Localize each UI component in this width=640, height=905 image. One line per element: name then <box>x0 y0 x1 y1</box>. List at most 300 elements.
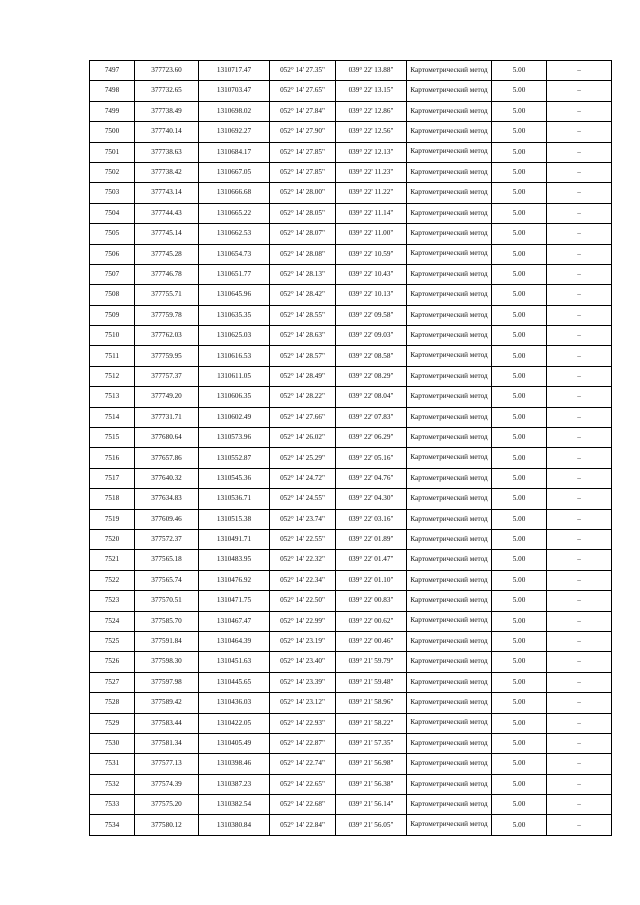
latitude-cell: 052° 14' 28.55" <box>270 305 336 325</box>
x-coordinate-cell: 377572.37 <box>135 529 199 549</box>
y-coordinate-cell: 1310471.75 <box>199 591 270 611</box>
x-coordinate-cell: 377762.03 <box>135 326 199 346</box>
x-coordinate-cell: 377731.71 <box>135 407 199 427</box>
point-number-cell: 7527 <box>90 672 135 692</box>
method-cell: Картометрический метод <box>407 244 492 264</box>
x-coordinate-cell: 377746.78 <box>135 264 199 284</box>
point-number-cell: 7521 <box>90 550 135 570</box>
method-cell: Картометрический метод <box>407 428 492 448</box>
table-row <box>90 285 612 305</box>
table-row <box>90 754 612 774</box>
accuracy-cell: 5.00 <box>492 509 547 529</box>
accuracy-cell: 5.00 <box>492 529 547 549</box>
note-cell: – <box>547 611 612 631</box>
note-cell: – <box>547 468 612 488</box>
x-coordinate-cell: 377657.86 <box>135 448 199 468</box>
point-number-cell: 7523 <box>90 591 135 611</box>
note-cell: – <box>547 774 612 794</box>
longitude-cell: 039° 22' 11.00" <box>336 224 407 244</box>
y-coordinate-cell: 1310651.77 <box>199 264 270 284</box>
longitude-cell: 039° 21' 56.14" <box>336 795 407 815</box>
y-coordinate-cell: 1310616.53 <box>199 346 270 366</box>
x-coordinate-cell: 377723.60 <box>135 61 199 81</box>
accuracy-cell: 5.00 <box>492 489 547 509</box>
latitude-cell: 052° 14' 23.74" <box>270 509 336 529</box>
table-row <box>90 550 612 570</box>
x-coordinate-cell: 377589.42 <box>135 693 199 713</box>
longitude-cell: 039° 22' 12.13" <box>336 142 407 162</box>
point-number-cell: 7533 <box>90 795 135 815</box>
point-number-cell: 7499 <box>90 101 135 121</box>
note-cell: – <box>547 652 612 672</box>
latitude-cell: 052° 14' 27.85" <box>270 162 336 182</box>
y-coordinate-cell: 1310667.05 <box>199 162 270 182</box>
method-cell: Картометрический метод <box>407 652 492 672</box>
longitude-cell: 039° 22' 08.04" <box>336 387 407 407</box>
point-number-cell: 7528 <box>90 693 135 713</box>
y-coordinate-cell: 1310611.05 <box>199 366 270 386</box>
point-number-cell: 7518 <box>90 489 135 509</box>
method-cell: Картометрический метод <box>407 489 492 509</box>
method-cell: Картометрический метод <box>407 162 492 182</box>
latitude-cell: 052° 14' 22.34" <box>270 570 336 590</box>
latitude-cell: 052° 14' 27.35" <box>270 61 336 81</box>
method-cell: Картометрический метод <box>407 774 492 794</box>
x-coordinate-cell: 377738.42 <box>135 162 199 182</box>
table-row <box>90 162 612 182</box>
method-cell: Картометрический метод <box>407 591 492 611</box>
x-coordinate-cell: 377597.98 <box>135 672 199 692</box>
table-row <box>90 122 612 142</box>
x-coordinate-cell: 377634.83 <box>135 489 199 509</box>
latitude-cell: 052° 14' 22.93" <box>270 713 336 733</box>
y-coordinate-cell: 1310698.02 <box>199 101 270 121</box>
y-coordinate-cell: 1310602.49 <box>199 407 270 427</box>
longitude-cell: 039° 22' 00.62" <box>336 611 407 631</box>
point-number-cell: 7504 <box>90 203 135 223</box>
longitude-cell: 039° 22' 10.13" <box>336 285 407 305</box>
latitude-cell: 052° 14' 28.63" <box>270 326 336 346</box>
point-number-cell: 7508 <box>90 285 135 305</box>
x-coordinate-cell: 377591.84 <box>135 631 199 651</box>
accuracy-cell: 5.00 <box>492 224 547 244</box>
latitude-cell: 052° 14' 22.50" <box>270 591 336 611</box>
method-cell: Картометрический метод <box>407 366 492 386</box>
x-coordinate-cell: 377565.18 <box>135 550 199 570</box>
method-cell: Картометрический метод <box>407 326 492 346</box>
note-cell: – <box>547 142 612 162</box>
method-cell: Картометрический метод <box>407 448 492 468</box>
accuracy-cell: 5.00 <box>492 203 547 223</box>
accuracy-cell: 5.00 <box>492 733 547 753</box>
method-cell: Картометрический метод <box>407 61 492 81</box>
table-row <box>90 509 612 529</box>
latitude-cell: 052° 14' 22.68" <box>270 795 336 815</box>
method-cell: Картометрический метод <box>407 570 492 590</box>
table-row <box>90 264 612 284</box>
note-cell: – <box>547 346 612 366</box>
table-row <box>90 142 612 162</box>
x-coordinate-cell: 377565.74 <box>135 570 199 590</box>
x-coordinate-cell: 377574.39 <box>135 774 199 794</box>
longitude-cell: 039° 22' 11.22" <box>336 183 407 203</box>
y-coordinate-cell: 1310422.05 <box>199 713 270 733</box>
method-cell: Картометрический метод <box>407 795 492 815</box>
method-cell: Картометрический метод <box>407 509 492 529</box>
x-coordinate-cell: 377738.49 <box>135 101 199 121</box>
method-cell: Картометрический метод <box>407 387 492 407</box>
longitude-cell: 039° 21' 57.35" <box>336 733 407 753</box>
y-coordinate-cell: 1310645.96 <box>199 285 270 305</box>
point-number-cell: 7500 <box>90 122 135 142</box>
y-coordinate-cell: 1310684.17 <box>199 142 270 162</box>
x-coordinate-cell: 377580.12 <box>135 815 199 835</box>
x-coordinate-cell: 377609.46 <box>135 509 199 529</box>
latitude-cell: 052° 14' 27.90" <box>270 122 336 142</box>
longitude-cell: 039° 22' 05.16" <box>336 448 407 468</box>
table-row <box>90 591 612 611</box>
note-cell: – <box>547 509 612 529</box>
x-coordinate-cell: 377759.95 <box>135 346 199 366</box>
accuracy-cell: 5.00 <box>492 162 547 182</box>
accuracy-cell: 5.00 <box>492 81 547 101</box>
y-coordinate-cell: 1310380.84 <box>199 815 270 835</box>
note-cell: – <box>547 815 612 835</box>
accuracy-cell: 5.00 <box>492 591 547 611</box>
table-row <box>90 101 612 121</box>
latitude-cell: 052° 14' 28.05" <box>270 203 336 223</box>
method-cell: Картометрический метод <box>407 631 492 651</box>
latitude-cell: 052° 14' 27.66" <box>270 407 336 427</box>
longitude-cell: 039° 22' 11.23" <box>336 162 407 182</box>
latitude-cell: 052° 14' 22.87" <box>270 733 336 753</box>
accuracy-cell: 5.00 <box>492 183 547 203</box>
table-row <box>90 570 612 590</box>
latitude-cell: 052° 14' 23.12" <box>270 693 336 713</box>
point-number-cell: 7524 <box>90 611 135 631</box>
table-row <box>90 815 612 835</box>
accuracy-cell: 5.00 <box>492 428 547 448</box>
x-coordinate-cell: 377755.71 <box>135 285 199 305</box>
note-cell: – <box>547 672 612 692</box>
longitude-cell: 039° 22' 00.83" <box>336 591 407 611</box>
point-number-cell: 7530 <box>90 733 135 753</box>
table-row <box>90 611 612 631</box>
accuracy-cell: 5.00 <box>492 61 547 81</box>
longitude-cell: 039° 22' 08.58" <box>336 346 407 366</box>
point-number-cell: 7515 <box>90 428 135 448</box>
longitude-cell: 039° 21' 58.96" <box>336 693 407 713</box>
note-cell: – <box>547 224 612 244</box>
x-coordinate-cell: 377745.28 <box>135 244 199 264</box>
note-cell: – <box>547 305 612 325</box>
longitude-cell: 039° 21' 58.22" <box>336 713 407 733</box>
note-cell: – <box>547 733 612 753</box>
latitude-cell: 052° 14' 23.19" <box>270 631 336 651</box>
y-coordinate-cell: 1310445.65 <box>199 672 270 692</box>
longitude-cell: 039° 22' 10.43" <box>336 264 407 284</box>
note-cell: – <box>547 631 612 651</box>
y-coordinate-cell: 1310491.71 <box>199 529 270 549</box>
x-coordinate-cell: 377581.34 <box>135 733 199 753</box>
point-number-cell: 7507 <box>90 264 135 284</box>
note-cell: – <box>547 489 612 509</box>
x-coordinate-cell: 377732.65 <box>135 81 199 101</box>
latitude-cell: 052° 14' 28.08" <box>270 244 336 264</box>
note-cell: – <box>547 366 612 386</box>
note-cell: – <box>547 529 612 549</box>
x-coordinate-cell: 377640.32 <box>135 468 199 488</box>
latitude-cell: 052° 14' 28.07" <box>270 224 336 244</box>
longitude-cell: 039° 22' 03.16" <box>336 509 407 529</box>
method-cell: Картометрический метод <box>407 611 492 631</box>
accuracy-cell: 5.00 <box>492 244 547 264</box>
note-cell: – <box>547 754 612 774</box>
longitude-cell: 039° 22' 07.83" <box>336 407 407 427</box>
x-coordinate-cell: 377738.63 <box>135 142 199 162</box>
longitude-cell: 039° 22' 12.56" <box>336 122 407 142</box>
x-coordinate-cell: 377680.64 <box>135 428 199 448</box>
point-number-cell: 7517 <box>90 468 135 488</box>
y-coordinate-cell: 1310717.47 <box>199 61 270 81</box>
x-coordinate-cell: 377570.51 <box>135 591 199 611</box>
method-cell: Картометрический метод <box>407 713 492 733</box>
point-number-cell: 7531 <box>90 754 135 774</box>
longitude-cell: 039° 22' 13.15" <box>336 81 407 101</box>
table-row <box>90 733 612 753</box>
method-cell: Картометрический метод <box>407 203 492 223</box>
latitude-cell: 052° 14' 22.84" <box>270 815 336 835</box>
longitude-cell: 039° 22' 09.03" <box>336 326 407 346</box>
point-number-cell: 7498 <box>90 81 135 101</box>
y-coordinate-cell: 1310665.22 <box>199 203 270 223</box>
table-row <box>90 183 612 203</box>
accuracy-cell: 5.00 <box>492 693 547 713</box>
note-cell: – <box>547 183 612 203</box>
accuracy-cell: 5.00 <box>492 285 547 305</box>
table-row <box>90 81 612 101</box>
table-row <box>90 795 612 815</box>
y-coordinate-cell: 1310382.54 <box>199 795 270 815</box>
y-coordinate-cell: 1310552.87 <box>199 448 270 468</box>
x-coordinate-cell: 377740.14 <box>135 122 199 142</box>
y-coordinate-cell: 1310654.73 <box>199 244 270 264</box>
note-cell: – <box>547 81 612 101</box>
point-number-cell: 7506 <box>90 244 135 264</box>
x-coordinate-cell: 377744.43 <box>135 203 199 223</box>
longitude-cell: 039° 22' 10.59" <box>336 244 407 264</box>
table-row <box>90 244 612 264</box>
point-number-cell: 7534 <box>90 815 135 835</box>
accuracy-cell: 5.00 <box>492 407 547 427</box>
accuracy-cell: 5.00 <box>492 672 547 692</box>
longitude-cell: 039° 22' 08.29" <box>336 366 407 386</box>
latitude-cell: 052° 14' 22.32" <box>270 550 336 570</box>
longitude-cell: 039° 22' 13.88" <box>336 61 407 81</box>
note-cell: – <box>547 326 612 346</box>
latitude-cell: 052° 14' 28.13" <box>270 264 336 284</box>
point-number-cell: 7520 <box>90 529 135 549</box>
table-row <box>90 529 612 549</box>
table-row <box>90 489 612 509</box>
accuracy-cell: 5.00 <box>492 550 547 570</box>
x-coordinate-cell: 377749.20 <box>135 387 199 407</box>
y-coordinate-cell: 1310662.53 <box>199 224 270 244</box>
method-cell: Картометрический метод <box>407 285 492 305</box>
note-cell: – <box>547 795 612 815</box>
note-cell: – <box>547 713 612 733</box>
method-cell: Картометрический метод <box>407 305 492 325</box>
table-row <box>90 468 612 488</box>
y-coordinate-cell: 1310703.47 <box>199 81 270 101</box>
x-coordinate-cell: 377598.30 <box>135 652 199 672</box>
note-cell: – <box>547 693 612 713</box>
note-cell: – <box>547 448 612 468</box>
point-number-cell: 7497 <box>90 61 135 81</box>
accuracy-cell: 5.00 <box>492 387 547 407</box>
longitude-cell: 039° 22' 04.76" <box>336 468 407 488</box>
note-cell: – <box>547 101 612 121</box>
note-cell: – <box>547 122 612 142</box>
method-cell: Картометрический метод <box>407 529 492 549</box>
accuracy-cell: 5.00 <box>492 448 547 468</box>
accuracy-cell: 5.00 <box>492 570 547 590</box>
x-coordinate-cell: 377575.20 <box>135 795 199 815</box>
method-cell: Картометрический метод <box>407 754 492 774</box>
method-cell: Картометрический метод <box>407 81 492 101</box>
accuracy-cell: 5.00 <box>492 795 547 815</box>
x-coordinate-cell: 377759.78 <box>135 305 199 325</box>
y-coordinate-cell: 1310476.92 <box>199 570 270 590</box>
accuracy-cell: 5.00 <box>492 468 547 488</box>
y-coordinate-cell: 1310606.35 <box>199 387 270 407</box>
accuracy-cell: 5.00 <box>492 346 547 366</box>
y-coordinate-cell: 1310545.36 <box>199 468 270 488</box>
table-row <box>90 631 612 651</box>
latitude-cell: 052° 14' 28.22" <box>270 387 336 407</box>
longitude-cell: 039° 22' 09.58" <box>336 305 407 325</box>
latitude-cell: 052° 14' 28.57" <box>270 346 336 366</box>
x-coordinate-cell: 377585.70 <box>135 611 199 631</box>
note-cell: – <box>547 550 612 570</box>
point-number-cell: 7512 <box>90 366 135 386</box>
point-number-cell: 7522 <box>90 570 135 590</box>
longitude-cell: 039° 22' 04.30" <box>336 489 407 509</box>
method-cell: Картометрический метод <box>407 101 492 121</box>
y-coordinate-cell: 1310536.71 <box>199 489 270 509</box>
method-cell: Картометрический метод <box>407 815 492 835</box>
y-coordinate-cell: 1310483.95 <box>199 550 270 570</box>
point-number-cell: 7501 <box>90 142 135 162</box>
table-body <box>90 61 612 836</box>
latitude-cell: 052° 14' 22.99" <box>270 611 336 631</box>
y-coordinate-cell: 1310692.27 <box>199 122 270 142</box>
accuracy-cell: 5.00 <box>492 305 547 325</box>
method-cell: Картометрический метод <box>407 693 492 713</box>
y-coordinate-cell: 1310398.46 <box>199 754 270 774</box>
table-row <box>90 326 612 346</box>
point-number-cell: 7503 <box>90 183 135 203</box>
x-coordinate-cell: 377577.13 <box>135 754 199 774</box>
point-number-cell: 7513 <box>90 387 135 407</box>
x-coordinate-cell: 377743.14 <box>135 183 199 203</box>
table-row <box>90 366 612 386</box>
accuracy-cell: 5.00 <box>492 326 547 346</box>
point-number-cell: 7525 <box>90 631 135 651</box>
method-cell: Картометрический метод <box>407 468 492 488</box>
longitude-cell: 039° 21' 56.05" <box>336 815 407 835</box>
point-number-cell: 7514 <box>90 407 135 427</box>
accuracy-cell: 5.00 <box>492 366 547 386</box>
note-cell: – <box>547 61 612 81</box>
accuracy-cell: 5.00 <box>492 815 547 835</box>
y-coordinate-cell: 1310451.63 <box>199 652 270 672</box>
longitude-cell: 039° 22' 11.14" <box>336 203 407 223</box>
method-cell: Картометрический метод <box>407 224 492 244</box>
y-coordinate-cell: 1310666.68 <box>199 183 270 203</box>
y-coordinate-cell: 1310387.23 <box>199 774 270 794</box>
accuracy-cell: 5.00 <box>492 142 547 162</box>
latitude-cell: 052° 14' 24.72" <box>270 468 336 488</box>
method-cell: Картометрический метод <box>407 672 492 692</box>
accuracy-cell: 5.00 <box>492 101 547 121</box>
latitude-cell: 052° 14' 22.65" <box>270 774 336 794</box>
accuracy-cell: 5.00 <box>492 611 547 631</box>
table-row <box>90 652 612 672</box>
x-coordinate-cell: 377745.14 <box>135 224 199 244</box>
note-cell: – <box>547 162 612 182</box>
accuracy-cell: 5.00 <box>492 754 547 774</box>
method-cell: Картометрический метод <box>407 142 492 162</box>
y-coordinate-cell: 1310464.39 <box>199 631 270 651</box>
latitude-cell: 052° 14' 28.49" <box>270 366 336 386</box>
y-coordinate-cell: 1310467.47 <box>199 611 270 631</box>
longitude-cell: 039° 22' 00.46" <box>336 631 407 651</box>
latitude-cell: 052° 14' 27.85" <box>270 142 336 162</box>
y-coordinate-cell: 1310436.03 <box>199 693 270 713</box>
note-cell: – <box>547 203 612 223</box>
table-row <box>90 713 612 733</box>
coordinates-sheet <box>89 60 611 836</box>
latitude-cell: 052° 14' 27.84" <box>270 101 336 121</box>
method-cell: Картометрический метод <box>407 550 492 570</box>
longitude-cell: 039° 22' 01.10" <box>336 570 407 590</box>
table-row <box>90 428 612 448</box>
accuracy-cell: 5.00 <box>492 631 547 651</box>
accuracy-cell: 5.00 <box>492 122 547 142</box>
y-coordinate-cell: 1310573.96 <box>199 428 270 448</box>
note-cell: – <box>547 244 612 264</box>
point-number-cell: 7502 <box>90 162 135 182</box>
note-cell: – <box>547 387 612 407</box>
table-row <box>90 305 612 325</box>
method-cell: Картометрический метод <box>407 407 492 427</box>
longitude-cell: 039° 22' 06.29" <box>336 428 407 448</box>
latitude-cell: 052° 14' 24.55" <box>270 489 336 509</box>
y-coordinate-cell: 1310515.38 <box>199 509 270 529</box>
latitude-cell: 052° 14' 26.02" <box>270 428 336 448</box>
method-cell: Картометрический метод <box>407 346 492 366</box>
note-cell: – <box>547 428 612 448</box>
coordinates-table <box>89 60 612 836</box>
method-cell: Картометрический метод <box>407 733 492 753</box>
longitude-cell: 039° 22' 01.47" <box>336 550 407 570</box>
point-number-cell: 7519 <box>90 509 135 529</box>
y-coordinate-cell: 1310635.35 <box>199 305 270 325</box>
longitude-cell: 039° 21' 59.48" <box>336 672 407 692</box>
latitude-cell: 052° 14' 23.40" <box>270 652 336 672</box>
point-number-cell: 7532 <box>90 774 135 794</box>
